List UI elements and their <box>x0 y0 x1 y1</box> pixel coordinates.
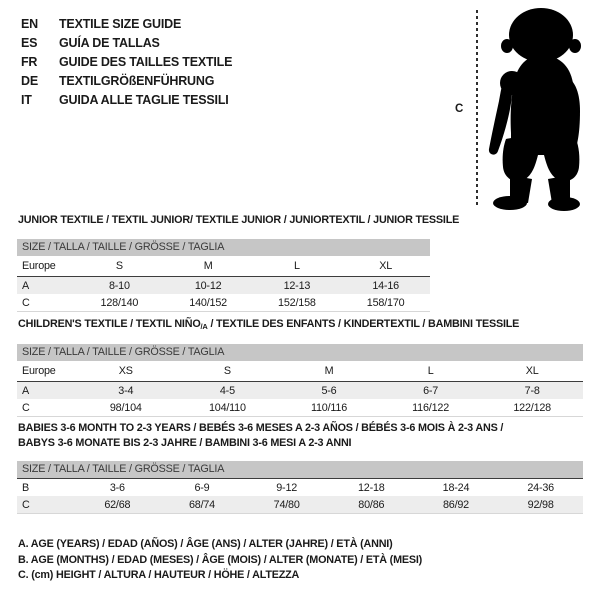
children-title-text: / TEXTILE DES ENFANTS / KINDERTEXTIL / BAMBINI TESSILE <box>207 318 520 330</box>
babies-title-line2: BABYS 3-6 MONATE BIS 2-3 JAHRE / BAMBINI 3-6 MESI A 2-3 ANNI <box>18 437 352 449</box>
table-cell: 98/104 <box>109 401 142 414</box>
row-label: A <box>22 384 30 397</box>
table-cell: 10-12 <box>194 279 222 292</box>
language-row-es <box>21 34 232 53</box>
column-header: M <box>324 365 334 377</box>
language-code: FR <box>21 55 38 69</box>
row-label: A <box>22 279 30 292</box>
junior-size-table <box>17 239 430 312</box>
table-cell: 12-18 <box>358 481 385 494</box>
toddler-silhouette-image <box>484 5 598 212</box>
babies-size-table <box>17 461 583 514</box>
language-title: TEXTILGRÖßENFÜHRUNG <box>59 74 215 88</box>
table-cell: 24-36 <box>527 481 554 494</box>
language-code: DE <box>21 74 38 88</box>
table-cell: 62/68 <box>104 498 131 511</box>
size-header-bar: SIZE / TALLA / TAILLE / GRÖSSE / TAGLIA <box>17 239 430 256</box>
height-measure-label: C <box>455 103 464 115</box>
table-cell: 128/140 <box>100 296 139 309</box>
table-cell: 9-12 <box>276 481 298 494</box>
babies-section-title <box>18 421 503 451</box>
language-title: TEXTILE SIZE GUIDE <box>59 17 182 31</box>
table-cell: 14-16 <box>372 279 399 292</box>
table-cell: 7-8 <box>524 384 540 397</box>
column-header: XL <box>525 365 539 377</box>
language-row-fr <box>21 53 232 72</box>
table-cell: 140/152 <box>189 296 227 309</box>
language-code: IT <box>21 93 32 107</box>
table-cell: 5-6 <box>321 384 337 397</box>
table-row <box>17 256 430 277</box>
table-row <box>17 277 430 294</box>
table-cell: 110/116 <box>310 401 347 414</box>
table-cell: 18-24 <box>442 481 470 494</box>
table-cell: 104/110 <box>208 401 246 414</box>
column-header: Europe <box>22 365 56 377</box>
size-header-bar: SIZE / TALLA / TAILLE / GRÖSSE / TAGLIA <box>17 344 583 361</box>
table-cell: 3-6 <box>109 481 125 494</box>
table-cell: 8-10 <box>108 279 130 292</box>
language-title-list <box>21 15 232 110</box>
row-label: C <box>22 498 30 511</box>
table-row <box>17 479 583 496</box>
row-label: C <box>22 296 30 309</box>
table-row <box>17 399 583 417</box>
language-title: GUIDA ALLE TAGLIE TESSILI <box>59 93 229 107</box>
table-cell: 122/128 <box>513 401 551 414</box>
column-header: XL <box>379 260 393 272</box>
row-label: C <box>22 401 30 414</box>
row-label: B <box>22 481 30 494</box>
language-row-de <box>21 72 232 91</box>
children-title-subscript: /A <box>200 322 208 331</box>
table-cell: 152/158 <box>278 296 316 309</box>
footnote-b: B. AGE (MONTHS) / EDAD (MESES) / ÂGE (MOIS) / ALTER (MONATE) / ETÀ (MESI) <box>18 553 423 566</box>
table-cell: 116/122 <box>412 401 449 414</box>
table-cell: 74/80 <box>273 498 300 511</box>
table-cell: 86/92 <box>442 498 469 511</box>
language-row-it <box>21 91 232 110</box>
children-size-table <box>17 344 583 417</box>
size-header-bar: SIZE / TALLA / TAILLE / GRÖSSE / TAGLIA <box>17 461 583 479</box>
column-header: Europe <box>22 260 56 272</box>
footnote-a: A. AGE (YEARS) / EDAD (AÑOS) / ÂGE (ANS) / ALTER (JAHRE) / ETÀ (ANNI) <box>18 538 393 550</box>
language-row-en <box>21 15 232 34</box>
table-cell: 68/74 <box>188 498 215 511</box>
table-cell: 80/86 <box>358 498 385 511</box>
table-row <box>17 361 583 382</box>
column-header: S <box>223 365 231 377</box>
column-header: XS <box>118 365 133 377</box>
language-code: ES <box>21 36 38 50</box>
table-cell: 12-13 <box>283 279 311 292</box>
junior-section-title: JUNIOR TEXTILE / TEXTIL JUNIOR/ TEXTILE JUNIOR / JUNIORTEXTIL / JUNIOR TESSILE <box>18 214 460 226</box>
table-cell: 4-5 <box>219 384 235 397</box>
table-cell: 6-7 <box>423 384 439 397</box>
table-row <box>17 294 430 312</box>
language-title: GUÍA DE TALLAS <box>59 36 160 50</box>
column-header: M <box>203 260 213 272</box>
table-cell: 6-9 <box>194 481 210 494</box>
footnote-legend <box>18 537 422 584</box>
language-code: EN <box>21 17 38 31</box>
table-cell: 3-4 <box>118 384 134 397</box>
footnote-c: C. (cm) HEIGHT / ALTURA / HAUTEUR / HÖHE / ALTEZZA <box>18 569 300 581</box>
language-title: GUIDE DES TAILLES TEXTILE <box>59 55 233 69</box>
column-header: L <box>293 260 300 272</box>
table-cell: 158/170 <box>366 296 405 309</box>
height-dashed-line <box>476 10 478 207</box>
column-header: S <box>115 260 123 272</box>
children-title-text: CHILDREN'S TEXTILE / TEXTIL NIÑO <box>18 318 201 330</box>
table-row <box>17 382 583 399</box>
children-section-title <box>18 318 519 331</box>
column-header: L <box>427 365 434 377</box>
table-row <box>17 496 583 514</box>
babies-title-line1: BABIES 3-6 MONTH TO 2-3 YEARS / BEBÉS 3-6 MESES A 2-3 AÑOS / BÉBÉS 3-6 MOIS À 2-3 ANS / <box>18 422 504 434</box>
table-cell: 92/98 <box>527 498 554 511</box>
